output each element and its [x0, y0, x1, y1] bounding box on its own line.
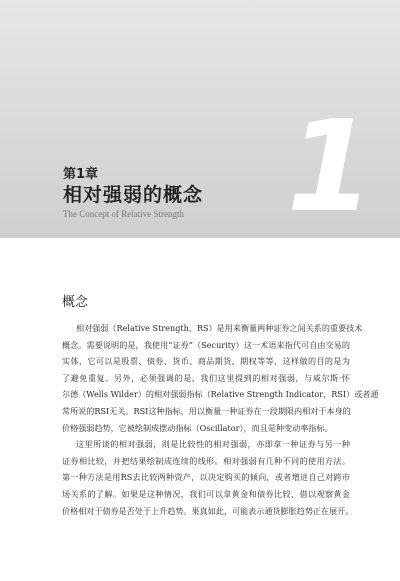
paragraph-line: 概念。需要说明的是，我使用“证券”（Security）这一术语来指代可自由交易的 [62, 339, 350, 350]
paragraph-line: 价格相对于债券是否处于上升趋势。果真如此，可能表示通货膨胀趋势正在展开。 [62, 505, 354, 516]
paragraph-line: 实体，它可以是股票、债券、货币、商品期货、期权等等，这样做的目的是为 [62, 356, 350, 367]
body-text [62, 320, 379, 519]
paragraph-line: 尔德（Wells Wilder）的相对强弱指标（Relative Strength Indicator，RSI）或者通 [62, 389, 379, 400]
paragraph [62, 320, 379, 436]
paragraph-line: 常所说的RSI无关。RSI这种指标，用以衡量一种证券在一段期限内相对于本身的 [62, 405, 351, 416]
paragraph-line: 了避免重复。另外，必须强调的是，我们这里提到的相对强弱，与威尔斯·怀 [62, 372, 350, 383]
chapter-number-numeral: 1 [286, 93, 374, 240]
paragraph-line: 第一种方法是用RS去比较两种资产，以决定购买的倾向，或者增进自己对跨市 [62, 472, 350, 483]
paragraph-line: 证券相比较，并把结果绘制成连续的线形。相对强弱有几种不同的使用方法。 [62, 455, 350, 466]
chapter-subtitle: The Concept of Relative Strength [63, 209, 184, 219]
chapter-header-band [0, 0, 400, 238]
chapter-title: 相对强弱的概念 [63, 184, 204, 206]
paragraph-line: 价格强弱趋势，它被绘制成摆动指标（Oscillator），而且是种变动率指标。 [62, 422, 333, 433]
paragraph [62, 436, 354, 519]
paragraph-line: 这里所谈的相对强弱，则是比较性的相对强弱，亦即拿一种证券与另一种 [76, 439, 350, 450]
section-heading: 概念 [62, 295, 89, 310]
paragraph-line: 场关系的了解。如果是这种情况，我们可以拿黄金和债券比较，借以观察黄金 [62, 488, 350, 499]
paragraph-line: 相对强弱（Relative Strength，RS）是用来衡量两种证券之间关系的重要技术 [76, 323, 363, 333]
chapter-label: 第1章 [63, 167, 99, 182]
